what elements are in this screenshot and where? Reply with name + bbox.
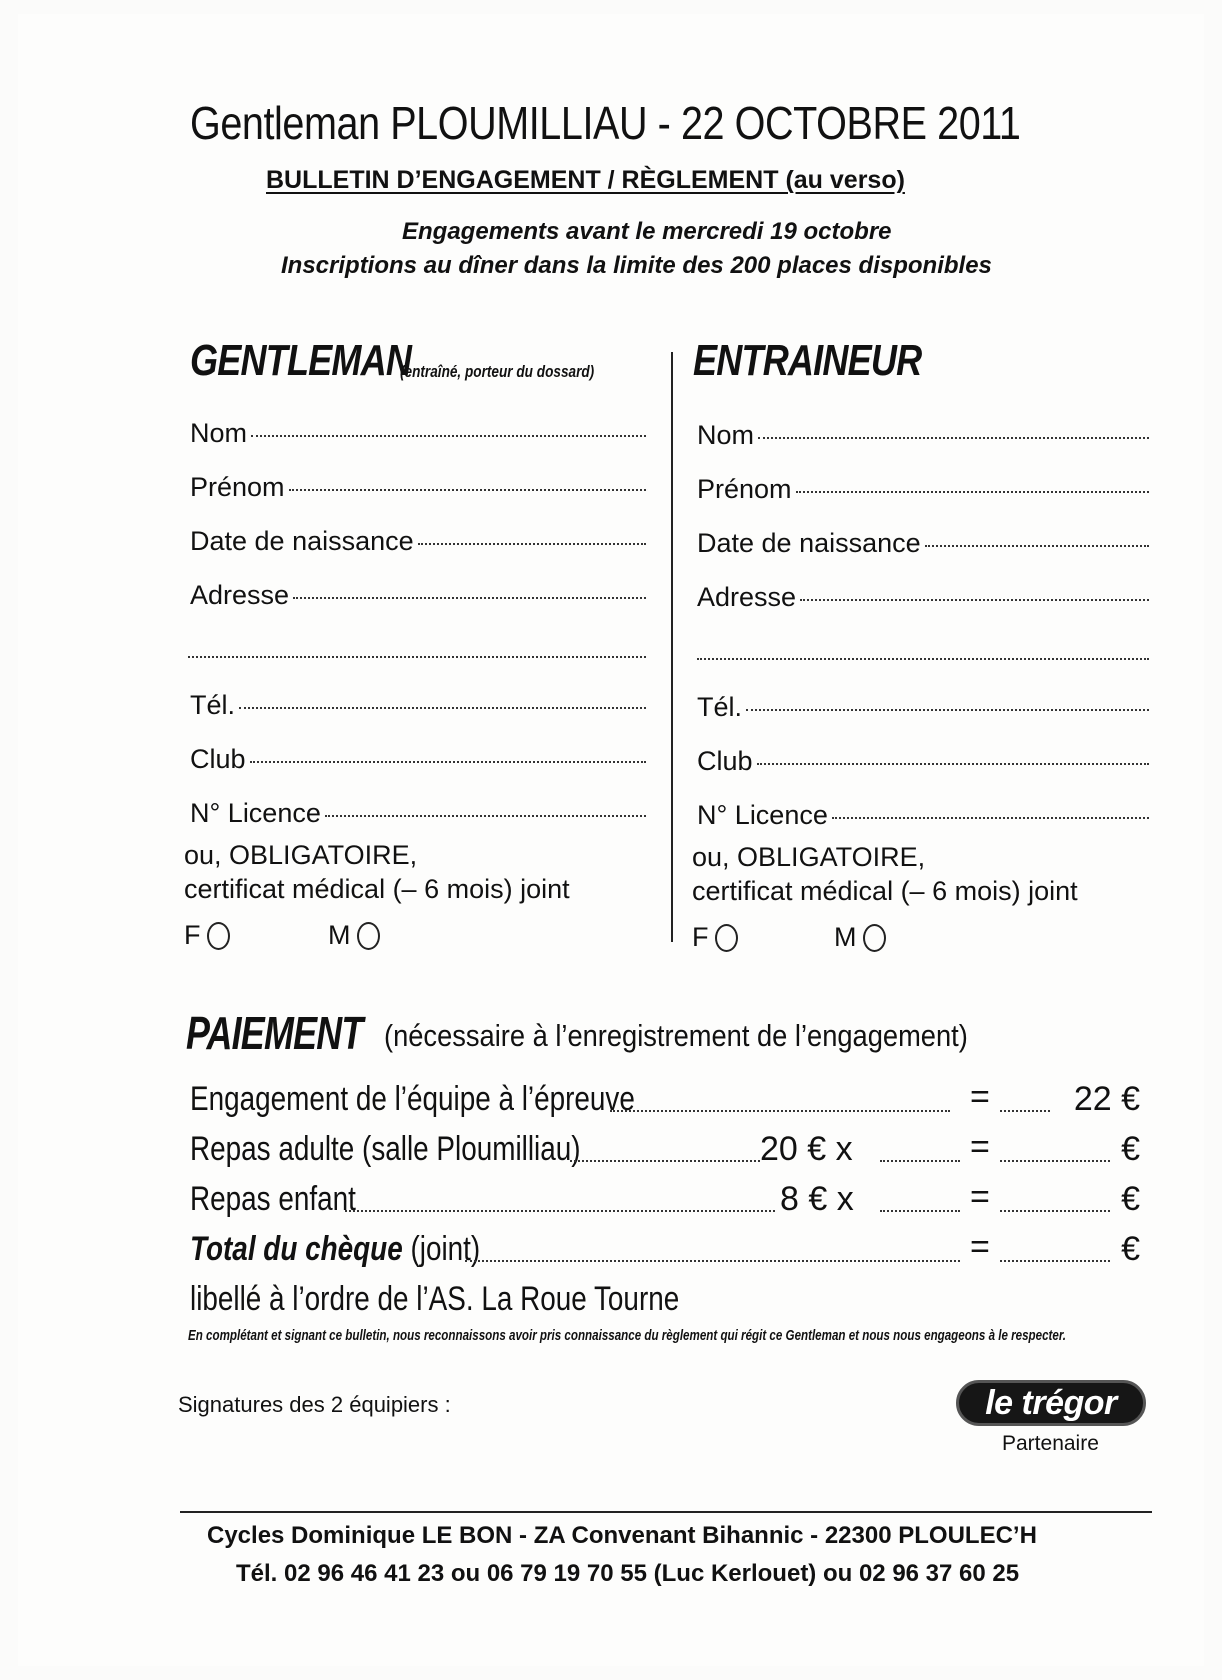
fill-line[interactable] [251,435,646,437]
fill-line[interactable] [796,491,1149,493]
fill-line[interactable] [758,437,1149,439]
fill-line [345,1210,775,1212]
payment-label: Repas enfant [190,1180,356,1218]
gentleman-sex-f-option[interactable] [184,920,230,951]
fill-line[interactable] [418,543,646,545]
entraineur-mandatory-line-1: ou, OBLIGATOIRE, [692,842,926,872]
payment-label: Repas adulte (salle Ploumilliau) [190,1130,581,1168]
logo-text: le trégor [985,1383,1117,1422]
fill-line[interactable] [832,817,1149,819]
field-label: N° Licence [697,800,828,830]
field-label: Nom [190,418,248,448]
entraineur-heading: ENTRAINEUR [693,336,922,385]
field-label: Club [697,746,753,776]
fill-line [610,1110,950,1112]
entraineur-naissance-field[interactable] [697,528,1149,559]
gentleman-sex-m-option[interactable] [328,920,380,951]
payment-amount: € [1121,1230,1140,1268]
field-label: Prénom [697,474,792,504]
payment-payee-row [190,1280,1140,1322]
gentleman-note: (entraîné, porteur du dossard) [400,362,595,381]
field-label: Club [190,744,246,774]
fill-line[interactable] [925,545,1149,547]
total-label-bold: Total du chèque [190,1230,403,1268]
entraineur-sex-m-option[interactable] [834,922,886,953]
payment-label: Engagement de l’équipe à l’épreuve [190,1080,635,1118]
gentleman-adresse-field[interactable] [190,580,646,611]
field-label: Adresse [697,582,797,612]
gentleman-prenom-field[interactable] [190,472,646,503]
fill-line[interactable] [757,763,1149,765]
field-label: Tél. [190,690,236,720]
sex-f-label: F [692,922,709,952]
page-subtitle: BULLETIN D’ENGAGEMENT / RÈGLEMENT (au verso) [266,166,905,194]
equals-sign: = [970,1178,990,1216]
fill-line[interactable] [800,599,1149,601]
equals-sign: = [970,1228,990,1266]
sex-m-label: M [834,922,857,952]
fill-line[interactable] [1000,1260,1110,1262]
fill-line[interactable] [1000,1210,1110,1212]
payment-heading: PAIEMENT [186,1007,363,1059]
gentleman-tel-field[interactable] [190,690,646,721]
fill-line[interactable] [293,597,646,599]
payment-unit-price: 8 € x [780,1180,854,1218]
deadline-line: Engagements avant le mercredi 19 octobre [402,218,892,245]
partner-caption: Partenaire [1002,1432,1099,1455]
payment-row-repas-enfant [190,1180,1140,1222]
entraineur-adresse-line-2[interactable] [697,658,1149,660]
payee-text: libellé à l’ordre de l’AS. La Roue Tourne [190,1280,680,1318]
fill-line [570,1160,760,1162]
field-label: Adresse [190,580,290,610]
payment-note: (nécessaire à l’enregistrement de l’engagement) [384,1018,968,1053]
fill-line[interactable] [289,489,646,491]
gentleman-naissance-field[interactable] [190,526,646,557]
fill-line[interactable] [325,815,646,817]
field-label: Tél. [697,692,743,722]
payment-amount: € [1121,1180,1140,1218]
radio-circle-icon[interactable] [357,922,380,950]
gentleman-nom-field[interactable] [190,418,646,449]
signatures-label: Signatures des 2 équipiers : [178,1392,451,1417]
fill-line[interactable] [250,761,646,763]
field-label: Date de naissance [190,526,414,556]
footer-divider [180,1511,1152,1513]
field-label: N° Licence [190,798,321,828]
payment-row-engagement [190,1080,1140,1122]
total-label-rest: (joint) [402,1230,481,1268]
payment-row-total [190,1230,1140,1272]
gentleman-mandatory-line-2: certificat médical (– 6 mois) joint [184,874,570,904]
radio-circle-icon[interactable] [207,922,230,950]
field-label: Nom [697,420,755,450]
fill-line[interactable] [239,707,646,709]
entraineur-prenom-field[interactable] [697,474,1149,505]
equals-sign: = [970,1128,990,1166]
fill-line[interactable] [880,1210,960,1212]
gentleman-heading: GENTLEMAN [190,336,412,385]
sex-f-label: F [184,920,201,950]
entraineur-licence-field[interactable] [697,800,1149,831]
page-title: Gentleman PLOUMILLIAU - 22 OCTOBRE 2011 [190,97,1021,149]
gentleman-mandatory-line-1: ou, OBLIGATOIRE, [184,840,418,870]
dinner-line: Inscriptions au dîner dans la limite des 200 places disponibles [281,252,992,279]
entraineur-adresse-field[interactable] [697,582,1149,613]
field-label: Prénom [190,472,285,502]
footer-address: Cycles Dominique LE BON - ZA Convenant Bihannic - 22300 PLOULEC’H [207,1522,1037,1549]
fill-line[interactable] [746,709,1149,711]
sex-m-label: M [328,920,351,950]
footer-phones: Tél. 02 96 46 41 23 ou 06 79 19 70 55 (Luc Kerlouet) ou 02 96 37 60 25 [236,1560,1020,1587]
field-label: Date de naissance [697,528,921,558]
fine-print: En complétant et signant ce bulletin, nous reconnaissons avoir pris connaissance du règlement qui régit ce Gentleman et nous nous engageons à le respecter. [188,1328,1066,1344]
radio-circle-icon[interactable] [715,924,738,952]
gentleman-licence-field[interactable] [190,798,646,829]
payment-amount: € [1121,1130,1140,1168]
fill-line[interactable] [880,1160,960,1162]
gentleman-club-field[interactable] [190,744,646,775]
column-divider [671,352,673,942]
payment-row-repas-adulte [190,1130,1140,1172]
radio-circle-icon[interactable] [863,924,886,952]
payment-unit-price: 20 € x [760,1130,853,1168]
entraineur-tel-field[interactable] [697,692,1149,723]
fill-line[interactable] [1000,1160,1110,1162]
payment-amount: 22 € [1073,1080,1140,1118]
entraineur-sex-f-option[interactable] [692,922,738,953]
fill-line[interactable] [465,1260,960,1262]
gentleman-adresse-line-2[interactable] [188,656,646,658]
entraineur-mandatory-line-2: certificat médical (– 6 mois) joint [692,876,1078,906]
payment-label [190,1230,480,1269]
fill-line [1000,1110,1050,1112]
equals-sign: = [970,1078,990,1116]
entraineur-club-field[interactable] [697,746,1149,777]
le-tregor-logo [956,1380,1146,1426]
entraineur-nom-field[interactable] [697,420,1149,451]
